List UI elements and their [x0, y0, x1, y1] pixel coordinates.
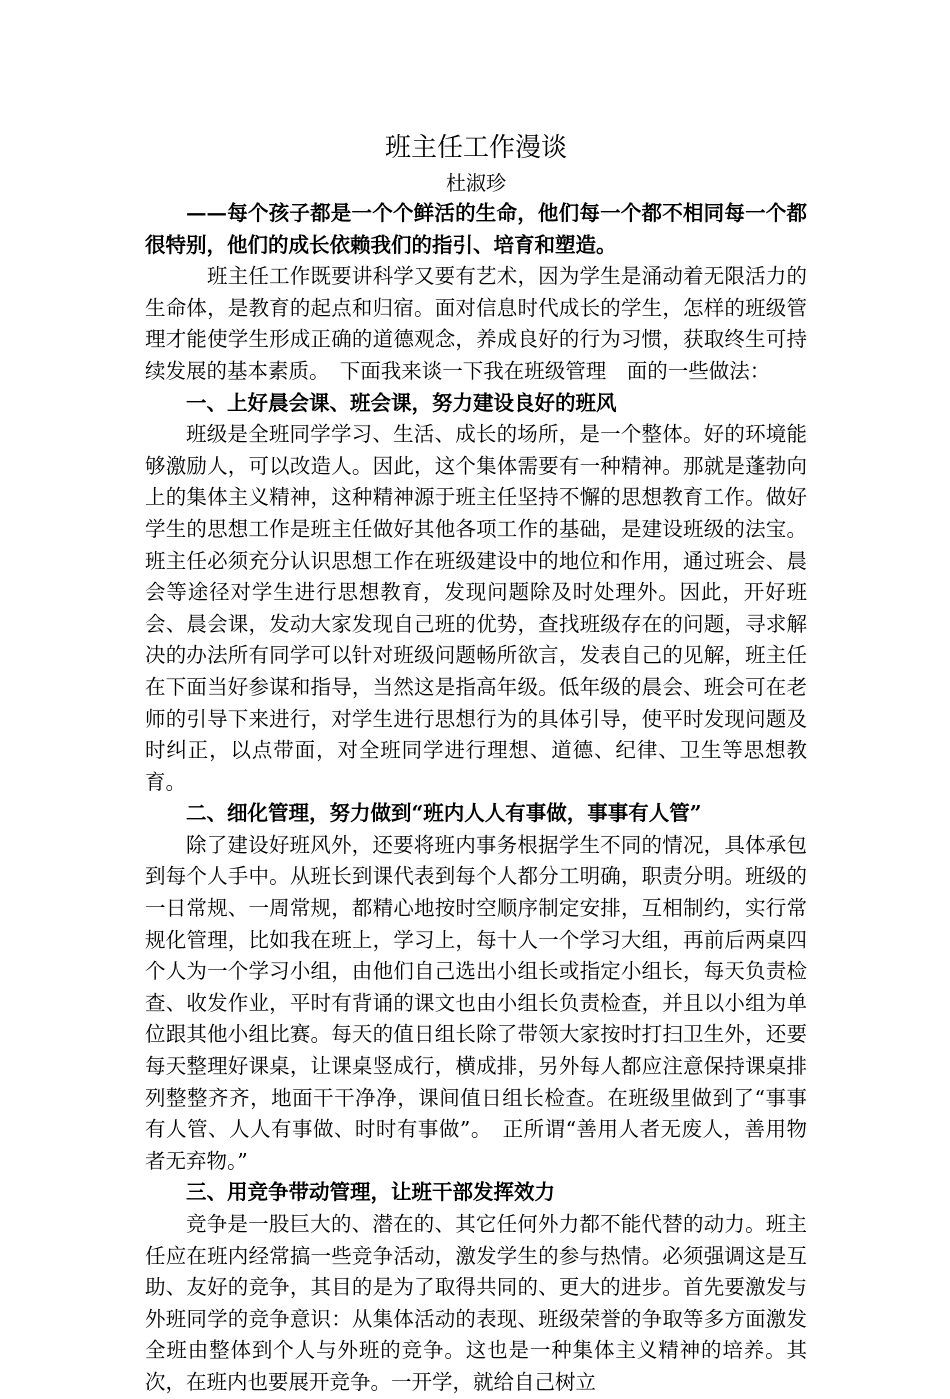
section-heading-1: 一、上好晨会课、班会课，努力建设良好的班风 [186, 390, 617, 415]
intro-paragraph: 班主任工作既要讲科学又要有艺术，因为学生是涌动着无限活力的生命体，是教育的起点和归宿。面对信息时代成长的学生，怎样的班级管理才能使学生形成正确的道德观念，养成良好的行为习惯，获取终生可持续发展的基本素质。 下面我来谈一下我在班级管理 面的一些做法： [145, 264, 807, 383]
section-body-3: 竞争是一股巨大的、潜在的、其它任何外力都不能代替的动力。班主任应在班内经常搞一些竞争活动，激发学生的参与热情。必须强调这是互助、友好的竞争，其目的是为了取得共同的、更大的进步。首先要激发与外班同学的竞争意识：从集体活动的表现、班级荣誉的争取等多方面激发全班由整体到个人与外班的竞争。这也是一种集体主义精神的培养。其次，在班内也要展开竞争。一开学，就给自己树立 [145, 1212, 807, 1394]
section-heading-3: 三、用竞争带动管理，让班干部发挥效力 [186, 1180, 555, 1205]
document-page [145, 128, 807, 1399]
document-title: 班主任工作漫谈 [384, 133, 567, 163]
motto-paragraph: ——每个孩子都是一个个鲜活的生命，他们每一个都不相同每一个都很特别，他们的成长依赖我们的指引、培育和塑造。 [145, 201, 807, 257]
section-body-2: 除了建设好班风外，还要将班内事务根据学生不同的情况，具体承包到每个人手中。从班长到课代表到每个人都分工明确，职责分明。班级的一日常规、一周常规，都精心地按时空顺序制定安排，互相制约，实行常规化管理，比如我在班上，学习上，每十人一个学习大组，再前后两桌四个人为一个学习小组，由他们自己选出小组长或指定小组长，每天负责检查、收发作业，平时有背诵的课文也由小组长负责检查，并且以小组为单位跟其他小组比赛。每天的值日组长除了带领大家按时打扫卫生外，还要每天整理好课桌，让课桌竖成行，横成排，另外每人都应注意保持课桌排列整整齐齐，地面干干净净，课间值日组长检查。在班级里做到了“事事有人管、人人有事做、时时有事做”。 正所谓“善用人者无废人，善用物者无弃物。” [145, 832, 807, 1173]
author-name: 杜淑珍 [446, 171, 506, 195]
section-body-1: 班级是全班同学学习、生活、成长的场所，是一个整体。好的环境能够激励人，可以改造人。因此，这个集体需要有一种精神。那就是蓬勃向上的集体主义精神，这种精神源于班主任坚持不懈的思想教育工作。做好学生的思想工作是班主任做好其他各项工作的基础，是建设班级的法宝。班主任必须充分认识思想工作在班级建设中的地位和作用，通过班会、晨会等途径对学生进行思想教育，发现问题除及时处理外。因此，开好班会、晨会课，发动大家发现自己班的优势，查找班级存在的问题，寻求解决的办法所有同学可以针对班级问题畅所欲言，发表自己的见解，班主任在下面当好参谋和指导，当然这是指高年级。低年级的晨会、班会可在老师的引导下来进行，对学生进行思想行为的具体引导，使平时发现问题及时纠正，以点带面，对全班同学进行理想、道德、纪律、卫生等思想教育。 [145, 422, 807, 794]
section-heading-2: 二、细化管理，努力做到“班内人人有事做，事事有人管” [186, 801, 702, 826]
